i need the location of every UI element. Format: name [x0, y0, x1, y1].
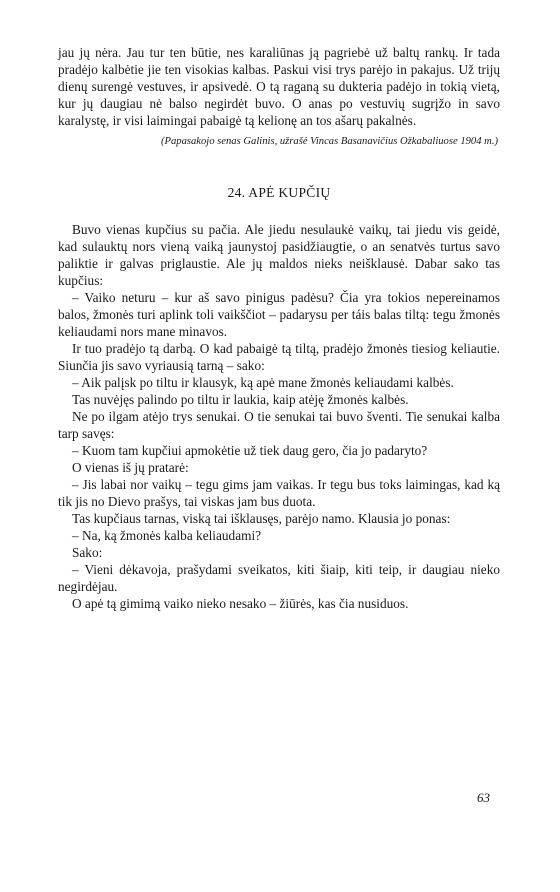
story-paragraph: – Vieni dėkavoja, prašydami sveikatos, kiti šiaip, kiti teip, ir daugiau nieko negirdėjau.: [58, 562, 500, 594]
story-paragraph: – Vaiko neturu – kur aš savo pinigus padėsu? Čia yra tokios nepereinamos balos, žmonės turi aplink toli vaikščiot – padarysu per táis balas tiltą: tegu žmonės keliaudami nors mane minavos.: [58, 290, 500, 339]
story-title: 24. APĖ KUPČIŲ: [227, 185, 331, 200]
page-number: 63: [477, 790, 490, 805]
intro-paragraph: jau jų nėra. Jau tur ten būtie, nes karaliūnas ją pagriebė už baltų rankų. Ir tada pradėjo kalbėtie jie ten visokias kalbas. Paskui visi trys parėjo in pakajus. Už trijų dienų surengė vestuves, ir apsivedė. O tą raganą su dukteria padėjo in tokią vietą, kur jų daugiau nė balso negirdėt buvo. O anas po vestuvių sugrįžo in savo karalystę, ir visi laimingai pabaigė tą kelionę an tos ašarų pakalnės.: [58, 45, 500, 128]
story-paragraph: Ne po ilgam atėjo trys senukai. O tie senukai tai buvo šventi. Tie senukai kalba tarp savęs:: [58, 409, 500, 441]
story-paragraph: O apė tą gimimą vaiko nieko nesako – žiūrės, kas čia nusiduos.: [72, 596, 409, 611]
story-paragraph: – Na, ką žmonės kalba keliaudami?: [72, 528, 262, 543]
story-paragraph: – Kuom tam kupčiui apmokėtie už tiek daug gero, čia jo padaryto?: [72, 443, 428, 458]
story-paragraph: – Jis labai nor vaikų – tegu gims jam vaikas. Ir tegu bus toks laimingas, kad ką tik jis no Dievo prašys, tai viskas jam bus duota.: [58, 477, 500, 509]
story-paragraph: Tas nuvėjęs palindo po tiltu ir laukia, kaip atėję žmonės kalbės.: [72, 392, 409, 407]
story-paragraph: Buvo vienas kupčius su pačia. Ale jiedu nesulaukė vaikų, tai jiedu vis geidė, kad sulauktų nors vieną vaiką jaunystoj pasidžiaugtie, o an senatvės turtus savo paliktie ir galvas priglaustie. Ale jų maldos nieks neišklausė. Dabar sako tas kupčius:: [58, 222, 500, 288]
source-note: (Papasakojo senas Galinis, užrašė Vincas Basanavičius Ožkabaliuose 1904 m.): [160, 136, 498, 147]
story-body: [58, 221, 500, 612]
story-paragraph: Tas kupčiaus tarnas, viską tai išklausęs, parėjo namo. Klausia jo ponas:: [72, 511, 451, 526]
story-paragraph: O vienas iš jų pratarė:: [72, 460, 189, 475]
story-paragraph: – Aik palįsk po tiltu ir klausyk, ką apė mane žmonės keliaudami kalbės.: [72, 375, 454, 390]
book-page: [58, 44, 500, 612]
story-paragraph: Sako:: [72, 545, 103, 560]
story-paragraph: Ir tuo pradėjo tą darbą. O kad pabaigė tą tiltą, pradėjo žmonės tiesiog keliautie. Siunčia jis savo vyriausią tarną – sako:: [58, 341, 500, 373]
